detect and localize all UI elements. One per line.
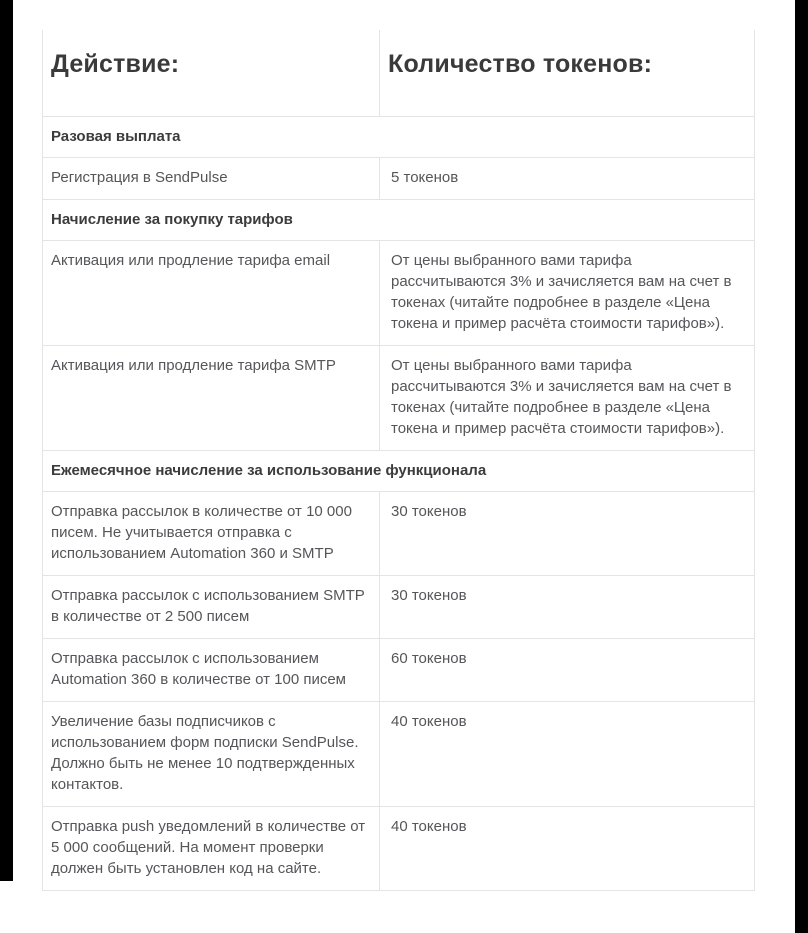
section-title: Ежемесячное начисление за использование функционала <box>43 450 755 491</box>
section-row <box>43 116 755 157</box>
tokens-cell: 5 токенов <box>380 157 755 199</box>
section-row <box>43 199 755 240</box>
section-row <box>43 450 755 491</box>
action-cell: Отправка рассылок в количестве от 10 000 писем. Не учитывается отправка с использованием Automation 360 и SMTP <box>43 491 380 575</box>
action-cell: Увеличение базы подписчиков с использованием форм подписки SendPulse. Должно быть не менее 10 подтвержденных контактов. <box>43 701 380 806</box>
column-header-tokens: Количество токенов: <box>380 30 755 116</box>
table-row <box>43 701 755 806</box>
action-cell: Активация или продление тарифа email <box>43 240 380 345</box>
table-row <box>43 491 755 575</box>
tokens-cell: От цены выбранного вами тарифа рассчитываются 3% и зачисляется вам на счет в токенах (читайте подробнее в разделе «Цена токена и пример расчёта стоимости тарифов»). <box>380 345 755 450</box>
tokens-table <box>42 30 755 891</box>
action-cell: Отправка рассылок с использованием SMTP в количестве от 2 500 писем <box>43 575 380 638</box>
left-black-bar <box>0 0 13 881</box>
tokens-cell: 60 токенов <box>380 638 755 701</box>
action-cell: Отправка push уведомлений в количестве от 5 000 сообщений. На момент проверки должен быть установлен код на сайте. <box>43 806 380 890</box>
table-row <box>43 345 755 450</box>
tokens-cell: 30 токенов <box>380 575 755 638</box>
action-cell: Отправка рассылок с использованием Automation 360 в количестве от 100 писем <box>43 638 380 701</box>
column-header-action: Действие: <box>43 30 380 116</box>
table-row <box>43 240 755 345</box>
tokens-cell: 30 токенов <box>380 491 755 575</box>
tokens-cell: 40 токенов <box>380 806 755 890</box>
table-row <box>43 575 755 638</box>
tokens-cell: От цены выбранного вами тарифа рассчитываются 3% и зачисляется вам на счет в токенах (читайте подробнее в разделе «Цена токена и пример расчёта стоимости тарифов»). <box>380 240 755 345</box>
table-row <box>43 806 755 890</box>
section-title: Начисление за покупку тарифов <box>43 199 755 240</box>
action-cell: Активация или продление тарифа SMTP <box>43 345 380 450</box>
table-row <box>43 638 755 701</box>
table-row <box>43 157 755 199</box>
right-black-bar <box>795 0 808 933</box>
table-header-row <box>43 30 755 116</box>
section-title: Разовая выплата <box>43 116 755 157</box>
action-cell: Регистрация в SendPulse <box>43 157 380 199</box>
tokens-cell: 40 токенов <box>380 701 755 806</box>
